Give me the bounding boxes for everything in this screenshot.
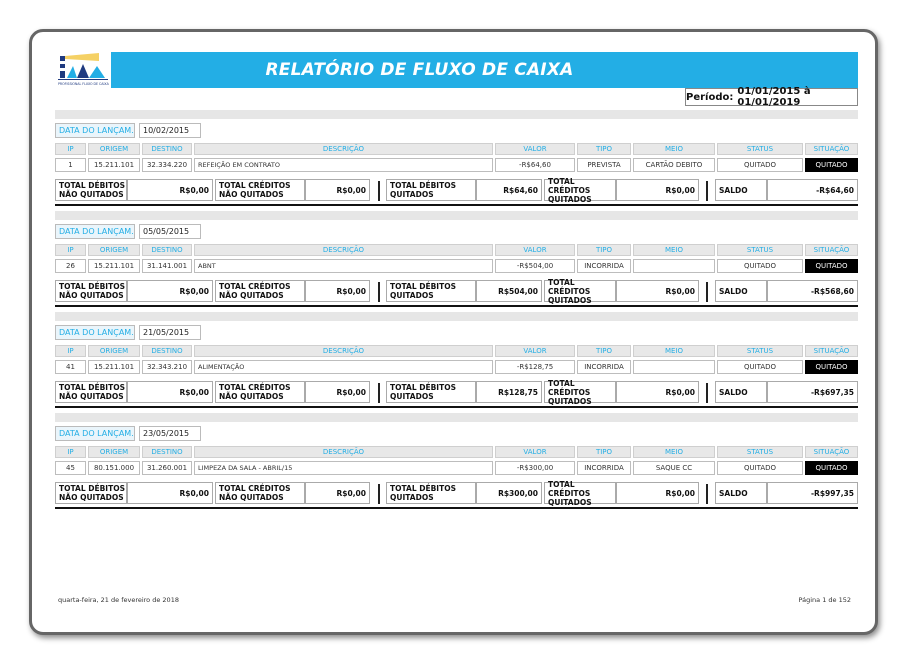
total-creditos-quitados-label-line1: TOTAL CRÉDITOS [548,176,591,195]
totals-row [55,479,858,507]
entry-valor: -R$128,75 [495,360,575,374]
column-header-origem: ORIGEM [88,244,140,256]
entry-status: QUITADO [717,259,803,273]
entry-date-value: 10/02/2015 [139,123,201,138]
total-creditos-nao-quitados-label [215,482,305,504]
entry-date-value: 23/05/2015 [139,426,201,441]
footer-page-number: Página 1 de 152 [798,596,851,604]
entry-ip: 45 [55,461,86,475]
total-creditos-nao-quitados-label-line2: NÃO QUITADOS [219,493,284,502]
total-debitos-quitados-value: R$300,00 [476,482,542,504]
total-creditos-nao-quitados-value: R$0,00 [305,482,370,504]
total-creditos-quitados-label-line2: QUITADOS [548,194,592,204]
totals-divider [706,484,708,504]
report-title: RELATÓRIO DE FLUXO DE CAIXA [111,52,858,88]
totals-divider [706,181,708,201]
total-debitos-nao-quitados-label [55,280,127,302]
column-header-ip: IP [55,345,86,357]
section-separator [55,413,858,422]
entry-meio [633,360,715,374]
entry-destino: 32.334.220 [142,158,192,172]
column-header-meio: MEIO [633,446,715,458]
total-debitos-quitados-label [386,381,476,403]
totals-row [55,176,858,204]
entry-tipo: INCORRIDA [577,461,631,475]
total-debitos-nao-quitados-value: R$0,00 [127,179,213,201]
entry-valor: -R$504,00 [495,259,575,273]
footer-date: quarta-feira, 21 de fevereiro de 2018 [58,596,179,604]
entry-destino: 31.260.001 [142,461,192,475]
total-creditos-quitados-label-line1: TOTAL CRÉDITOS [548,378,591,397]
total-debitos-nao-quitados-value: R$0,00 [127,381,213,403]
section-bottom-rule [55,406,858,408]
total-debitos-nao-quitados-value: R$0,00 [127,280,213,302]
total-debitos-quitados-label-line1: TOTAL DÉBITOS [390,383,456,392]
total-debitos-quitados-value: R$128,75 [476,381,542,403]
total-creditos-quitados-label-line1: TOTAL CRÉDITOS [548,479,591,498]
total-debitos-quitados-label-line1: TOTAL DÉBITOS [390,282,456,291]
total-creditos-quitados-value: R$0,00 [616,179,699,201]
total-creditos-nao-quitados-label [215,381,305,403]
total-creditos-nao-quitados-label-line2: NÃO QUITADOS [219,392,284,401]
entry-tipo: INCORRIDA [577,259,631,273]
entry-meio [633,259,715,273]
section-bottom-rule [55,204,858,206]
period-label: Período: [686,91,734,103]
total-creditos-quitados-label-line2: QUITADOS [548,497,592,507]
column-header-meio: MEIO [633,143,715,155]
saldo-label: SALDO [715,381,767,403]
column-header-ip: IP [55,143,86,155]
entry-status: QUITADO [717,158,803,172]
entry-meio: SAQUE CC [633,461,715,475]
entry-status: QUITADO [717,461,803,475]
total-debitos-quitados-label-line1: TOTAL DÉBITOS [390,181,456,190]
total-creditos-nao-quitados-value: R$0,00 [305,381,370,403]
period-value: 01/01/2015 à 01/01/2019 [737,86,811,108]
total-creditos-quitados-value: R$0,00 [616,280,699,302]
entry-descricao: ALIMENTAÇÃO [194,360,493,374]
total-creditos-quitados-label [544,479,616,507]
cash-entry-section [55,413,858,511]
column-header-descricao: DESCRIÇÃO [194,446,493,458]
column-header-situacao: SITUAÇÃO [805,446,858,458]
total-creditos-quitados-value: R$0,00 [616,381,699,403]
entry-ip: 41 [55,360,86,374]
totals-divider [378,181,380,201]
entry-destino: 31.141.001 [142,259,192,273]
total-creditos-quitados-label-line1: TOTAL CRÉDITOS [548,277,591,296]
company-logo [55,52,111,88]
entry-destino: 32.343.210 [142,360,192,374]
totals-divider [706,282,708,302]
totals-divider [378,484,380,504]
total-debitos-nao-quitados-label-line1: TOTAL DÉBITOS [59,383,125,392]
total-creditos-nao-quitados-label-line2: NÃO QUITADOS [219,190,284,199]
total-debitos-nao-quitados-label-line1: TOTAL DÉBITOS [59,282,125,291]
section-separator [55,110,858,119]
cash-entry-section [55,312,858,410]
column-header-valor: VALOR [495,446,575,458]
total-debitos-quitados-label [386,280,476,302]
entry-date-row [55,224,201,239]
entry-date-row [55,325,201,340]
column-header-status: STATUS [717,345,803,357]
totals-divider [378,383,380,403]
column-header-situacao: SITUAÇÃO [805,244,858,256]
total-debitos-quitados-label [386,179,476,201]
cash-entry-section [55,110,858,208]
column-header-destino: DESTINO [142,244,192,256]
entry-situacao: QUITADO [805,461,858,475]
total-debitos-nao-quitados-label [55,482,127,504]
total-creditos-nao-quitados-label [215,280,305,302]
column-header-meio: MEIO [633,345,715,357]
entry-descricao: REFEIÇÃO EM CONTRATO [194,158,493,172]
column-header-destino: DESTINO [142,446,192,458]
total-debitos-nao-quitados-label-line2: NÃO QUITADOS [59,392,124,401]
column-header-status: STATUS [717,143,803,155]
total-debitos-quitados-value: R$64,60 [476,179,542,201]
section-bottom-rule [55,305,858,307]
total-creditos-nao-quitados-label-line1: TOTAL CRÉDITOS [219,282,291,291]
total-debitos-nao-quitados-value: R$0,00 [127,482,213,504]
entry-date-row [55,426,201,441]
period-box [685,88,858,106]
entry-date-label: DATA DO LANÇAM. [55,426,135,441]
total-debitos-nao-quitados-label-line1: TOTAL DÉBITOS [59,181,125,190]
entry-date-label: DATA DO LANÇAM. [55,325,135,340]
saldo-value: -R$568,60 [767,280,858,302]
logo-text: PROFISSIONAL FLUXO DE CAIXA [58,82,109,86]
entry-descricao: LIMPEZA DA SALA - ABRIL/15 [194,461,493,475]
total-creditos-nao-quitados-label-line2: NÃO QUITADOS [219,291,284,300]
total-debitos-quitados-label-line2: QUITADOS [390,291,434,300]
total-creditos-quitados-label [544,277,616,305]
section-bottom-rule [55,507,858,509]
column-header-tipo: TIPO [577,244,631,256]
column-header-status: STATUS [717,244,803,256]
entry-date-label: DATA DO LANÇAM. [55,123,135,138]
section-separator [55,312,858,321]
entry-meio: CARTÃO DEBITO [633,158,715,172]
saldo-value: -R$64,60 [767,179,858,201]
totals-row [55,378,858,406]
entry-origem: 80.151.000 [88,461,140,475]
entry-date-label: DATA DO LANÇAM. [55,224,135,239]
total-debitos-quitados-label-line2: QUITADOS [390,392,434,401]
total-debitos-quitados-label-line2: QUITADOS [390,493,434,502]
column-header-status: STATUS [717,446,803,458]
entry-origem: 15.211.101 [88,360,140,374]
total-creditos-nao-quitados-value: R$0,00 [305,179,370,201]
total-creditos-nao-quitados-label-line1: TOTAL CRÉDITOS [219,181,291,190]
total-debitos-quitados-label-line2: QUITADOS [390,190,434,199]
entry-situacao: QUITADO [805,158,858,172]
entry-valor: -R$300,00 [495,461,575,475]
column-header-valor: VALOR [495,345,575,357]
total-creditos-quitados-label-line2: QUITADOS [548,295,592,305]
total-creditos-nao-quitados-label-line1: TOTAL CRÉDITOS [219,383,291,392]
column-header-tipo: TIPO [577,345,631,357]
total-debitos-nao-quitados-label-line2: NÃO QUITADOS [59,190,124,199]
entry-situacao: QUITADO [805,360,858,374]
total-creditos-quitados-label [544,378,616,406]
entry-date-value: 21/05/2015 [139,325,201,340]
column-header-ip: IP [55,446,86,458]
totals-divider [378,282,380,302]
entry-tipo: INCORRIDA [577,360,631,374]
column-header-meio: MEIO [633,244,715,256]
column-header-descricao: DESCRIÇÃO [194,345,493,357]
total-debitos-quitados-value: R$504,00 [476,280,542,302]
column-header-tipo: TIPO [577,446,631,458]
total-creditos-quitados-label-line2: QUITADOS [548,396,592,406]
column-header-origem: ORIGEM [88,446,140,458]
column-header-origem: ORIGEM [88,143,140,155]
total-debitos-nao-quitados-label [55,381,127,403]
column-header-situacao: SITUAÇÃO [805,345,858,357]
entry-tipo: PREVISTA [577,158,631,172]
total-debitos-nao-quitados-label-line2: NÃO QUITADOS [59,493,124,502]
entry-origem: 15.211.101 [88,158,140,172]
saldo-label: SALDO [715,482,767,504]
total-debitos-nao-quitados-label [55,179,127,201]
entry-situacao: QUITADO [805,259,858,273]
column-header-destino: DESTINO [142,345,192,357]
column-header-descricao: DESCRIÇÃO [194,143,493,155]
total-creditos-quitados-label [544,176,616,204]
entry-ip: 1 [55,158,86,172]
saldo-label: SALDO [715,280,767,302]
column-header-tipo: TIPO [577,143,631,155]
totals-row [55,277,858,305]
column-header-valor: VALOR [495,143,575,155]
entry-date-value: 05/05/2015 [139,224,201,239]
entry-descricao: ABNT [194,259,493,273]
total-debitos-quitados-label [386,482,476,504]
total-creditos-quitados-value: R$0,00 [616,482,699,504]
column-header-descricao: DESCRIÇÃO [194,244,493,256]
column-header-situacao: SITUAÇÃO [805,143,858,155]
total-debitos-nao-quitados-label-line2: NÃO QUITADOS [59,291,124,300]
total-debitos-nao-quitados-label-line1: TOTAL DÉBITOS [59,484,125,493]
entry-date-row [55,123,201,138]
column-header-destino: DESTINO [142,143,192,155]
entry-status: QUITADO [717,360,803,374]
entry-valor: -R$64,60 [495,158,575,172]
saldo-label: SALDO [715,179,767,201]
report-header [55,52,858,88]
section-separator [55,211,858,220]
saldo-value: -R$697,35 [767,381,858,403]
total-creditos-nao-quitados-label-line1: TOTAL CRÉDITOS [219,484,291,493]
saldo-value: -R$997,35 [767,482,858,504]
total-debitos-quitados-label-line1: TOTAL DÉBITOS [390,484,456,493]
entry-origem: 15.211.101 [88,259,140,273]
column-header-ip: IP [55,244,86,256]
column-header-origem: ORIGEM [88,345,140,357]
totals-divider [706,383,708,403]
cash-entry-section [55,211,858,309]
column-header-valor: VALOR [495,244,575,256]
total-creditos-nao-quitados-label [215,179,305,201]
entry-ip: 26 [55,259,86,273]
total-creditos-nao-quitados-value: R$0,00 [305,280,370,302]
